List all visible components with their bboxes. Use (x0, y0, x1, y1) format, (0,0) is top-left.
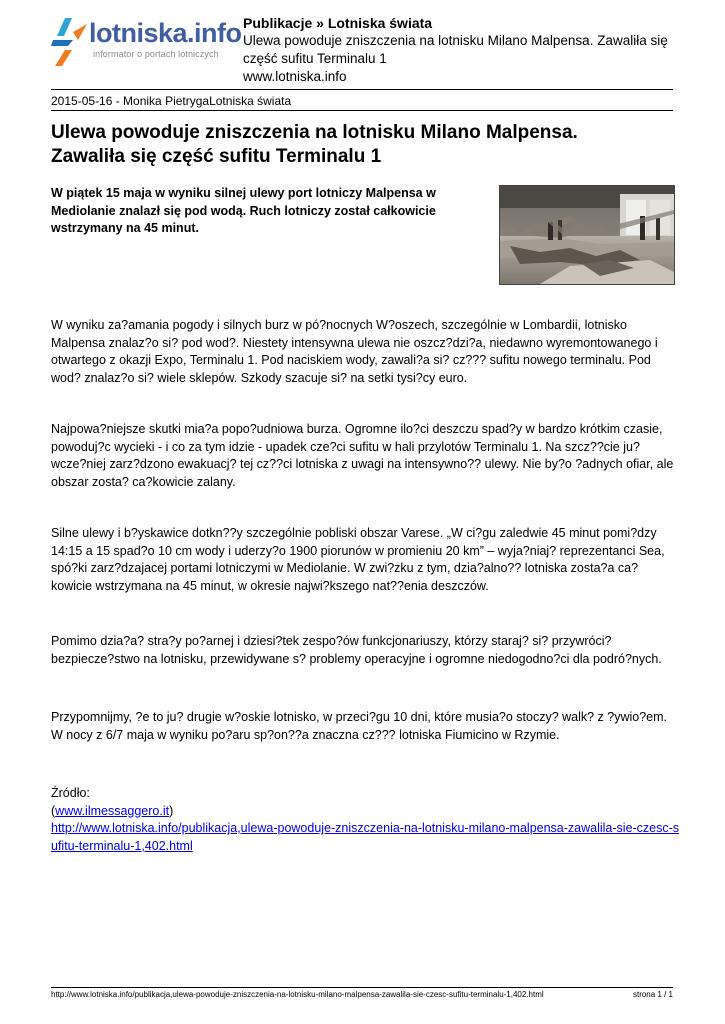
logo-tagline: informator o portach lotniczych (93, 49, 219, 59)
article-photo (499, 185, 675, 285)
article-paragraph-4: Pomimo dzia?a? stra?y po?arnej i dziesi?tek zespo?ów funkcjonariuszy, którzy staraj? si? przywróci? bezpiecze?stwo na lotnisku, przewidywane s? problemy operacyjne i ogromne niedogodno?ci dla podró?nych. (51, 634, 662, 666)
flooded-terminal-image (500, 186, 674, 284)
header-site: www.lotniska.info (243, 69, 347, 84)
source-close-paren: ) (169, 803, 174, 818)
source-label: Źródło: (51, 786, 90, 800)
article-lead: W piątek 15 maja w wyniku silnej ulewy port lotniczy Malpensa w Mediolanie znalazł się pod wodą. Ruch lotniczy został całkowicie wstrzymany na 45 minut. (51, 186, 436, 235)
article-paragraph-5: Przypomnijmy, ?e to ju? drugie w?oskie lotnisko, w przeci?gu 10 dni, które musia?o stoczy? walk? z ?ywio?em. W nocy z 6/7 maja w wyniku po?aru sp?on??a znaczna cz??? lotniska Fiumicino w Rzymie. (51, 710, 668, 742)
logo-wordmark: lotniska.info (89, 18, 242, 48)
meta-divider (51, 110, 673, 111)
article-paragraph-3: Silne ulewy i b?yskawice dotkn??y szczególnie pobliski obszar Varese. „W ci?gu zaledwie 45 minut pomi?dzy 14:15 a 15 spad?o 10 cm wody i uderzy?o 1900 piorunów w promieniu 20 km” – wyja?niaj? reprezentanci Sea, spó?ki zarz?dzajacej portami lotniczymi w Mediolanie. W zwi?zku z tym, dzia?alno?? lotniska zosta?a ca?kowicie wstrzymana na 45 minut, w okresie najwi?kszego nat??enia deszczów. (51, 526, 665, 593)
article-url-link[interactable]: http://www.lotniska.info/publikacja,ulewa-powoduje-zniszczenia-na-lotnisku-milano-malpensa-zawalila-sie-czesc-sufitu-terminalu-1,402.html (51, 821, 680, 853)
plane-arrow-icon (51, 16, 91, 66)
article-title: Ulewa powoduje zniszczenia na lotnisku Milano Malpensa. Zawaliła się część sufitu Terminalu 1 (51, 122, 578, 167)
section-breadcrumb: Publikacje » Lotniska świata (243, 15, 433, 31)
footer-divider (51, 987, 673, 988)
page-number: strona 1 / 1 (632, 990, 673, 999)
source-open-paren: ( (51, 803, 56, 818)
article-meta: 2015-05-16 - Monika PietrygaLotniska świata (51, 94, 292, 108)
source-line (51, 803, 681, 821)
header-subtitle: Ulewa powoduje zniszczenia na lotnisku Milano Malpensa. Zawaliła się część sufitu Terminalu 1 (243, 33, 668, 66)
site-logo[interactable] (51, 16, 242, 66)
document-header (243, 14, 683, 86)
source-link[interactable]: www.ilmessaggero.it (55, 803, 170, 818)
header-divider (51, 89, 673, 90)
article-paragraph-1: W wyniku za?amania pogody i silnych burz w pó?nocnych W?oszech, szczególnie w Lombardii, lotnisko Malpensa znalaz?o si? pod wod?. Niestety intensywna ulewa nie oszcz?dzi?a, niedawno wyremontowanego i otwartego z okazji Expo, Terminalu 1. Pod naciskiem wody, zawali?a si? cz??? sufitu nowego terminalu. Pod wod? znalaz?o si? wiele sklepów. Szkody szacuje si? na setki tysi?cy euro. (51, 318, 658, 385)
footer-url: http://www.lotniska.info/publikacja,ulewa-powoduje-zniszczenia-na-lotnisku-milano-malpensa-zawalila-sie-czesc-sufitu-terminalu-1,402.html (51, 990, 544, 999)
article-paragraph-2: Najpowa?niejsze skutki mia?a popo?udniowa burza. Ogromne ilo?ci deszczu spad?y w bardzo krótkim czasie, powoduj?c wycieki - i co za tym idzie - upadek cze?ci sufitu w hali przylotów Terminalu 1. Na szcz??cie ju? wcze?niej zarz?dzono ewakuacj? tej cz??ci lotniska z uwagi na intensywno?? ulewy. Nie by?o ?adnych ofiar, ale obszar zosta? ca?kowicie zalany. (51, 422, 674, 489)
article-sources (51, 785, 681, 855)
